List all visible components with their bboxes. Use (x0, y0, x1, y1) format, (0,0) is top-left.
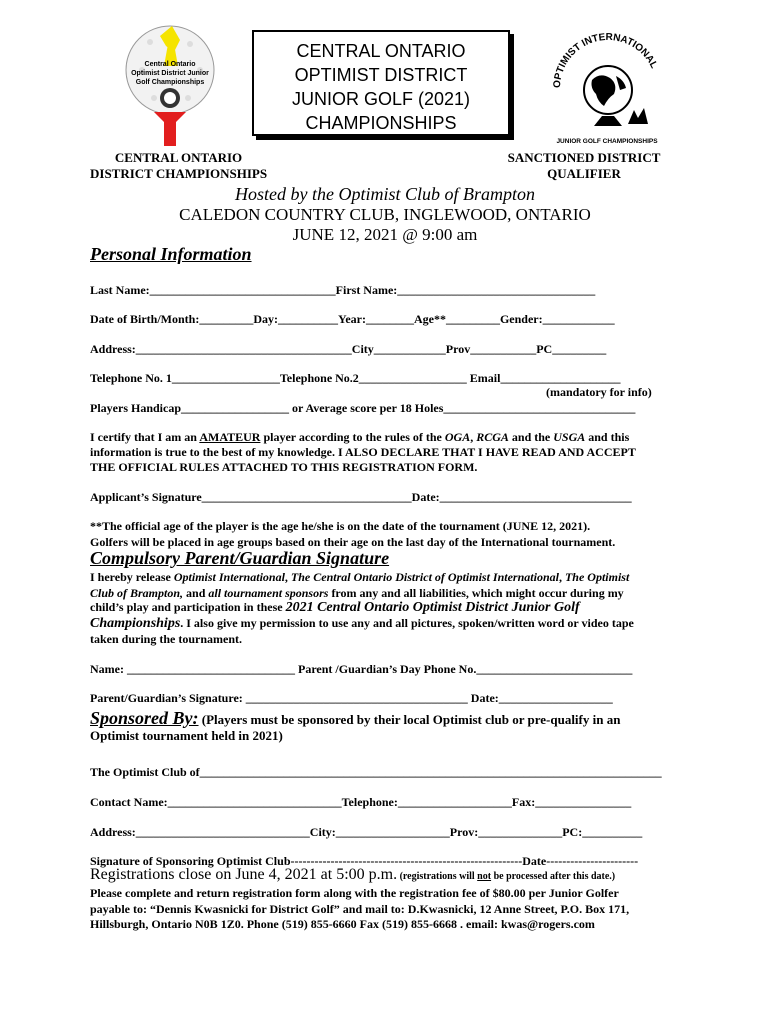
release-a: I hereby release (90, 570, 174, 584)
closing-line-1 (90, 866, 615, 884)
closing-paren-b: be processed after this date.) (491, 871, 616, 882)
release-e: , (558, 570, 565, 584)
release-d: The Central Ontario District of Optimist International (290, 570, 559, 584)
email-note: (mandatory for info) (546, 385, 652, 399)
handicap-row[interactable]: Players Handicap__________________ or Average score per 18 Holes________________________________ (90, 401, 636, 415)
sponsored-line-1 (90, 708, 620, 729)
certify-line-1 (90, 430, 629, 445)
release-f: The Optimist (564, 570, 630, 584)
rcga-text: RCGA (476, 430, 509, 444)
certify-text-b: player according to the rules of the (260, 430, 445, 444)
age-note-line-2: Golfers will be placed in age groups based on their age on the last day of the International tournament. (90, 535, 616, 549)
registrations-close: Registrations close on June 4, 2021 at 5:00 p.m. (90, 866, 398, 883)
age-note-line-1: **The official age of the player is the age he/she is on the date of the tournament (JUNE 12, 2021). (90, 519, 591, 533)
date-time: JUNE 12, 2021 @ 9:00 am (292, 225, 478, 244)
right-caption-line-1: SANCTIONED DISTRICT (507, 150, 661, 165)
release-line-2 (90, 586, 624, 601)
release-k: child’s play and participation in these (90, 600, 286, 614)
hosted-by: Hosted by the Optimist Club of Brampton (235, 184, 535, 204)
release-b: Optimist International (173, 570, 285, 584)
title-line-4: CHAMPIONSHIPS (305, 113, 457, 133)
birth-row[interactable]: Date of Birth/Month:_________Day:__________Year:________Age**_________Gender:____________ (90, 312, 615, 326)
sponsored-line-2: Optimist tournament held in 2021) (90, 728, 283, 743)
personal-info-heading: Personal Information (90, 244, 252, 264)
sponsored-heading: Sponsored By: (90, 708, 199, 728)
parent-heading: Compulsory Parent/Guardian Signature (90, 548, 390, 568)
release-j: from any and all liabilities, which might occur during my (328, 586, 624, 600)
release-i: all tournament sponsors (208, 586, 329, 600)
release-l: 2021 Central Ontario Optimist District Junior Golf (285, 600, 580, 615)
right-caption (500, 150, 668, 182)
closing-paren-a: (registrations will (397, 871, 478, 882)
release-n: . I also give my permission to use any and all pictures, spoken/written word or video tape (180, 616, 634, 630)
parent-name-row[interactable]: Name: ____________________________ Parent /Guardian’s Day Phone No.__________________________ (90, 662, 633, 676)
optimist-international-logo (548, 28, 666, 152)
release-c: , (284, 570, 291, 584)
sponsor-contact-row[interactable]: Contact Name:_____________________________Telephone:___________________Fax:________________ (90, 795, 632, 809)
title-line-3: JUNIOR GOLF (2021) (291, 89, 471, 109)
logo-line-3: Golf Championships (135, 79, 205, 86)
closing-not: not (477, 871, 492, 882)
certify-line-2: information is true to the best of my knowledge. I ALSO DECLARE THAT I HAVE READ AND ACCEPT (90, 445, 636, 459)
sponsor-club-row[interactable]: The Optimist Club of_____________________________________________________________________________ (90, 765, 662, 779)
release-line-1 (90, 570, 629, 585)
title-line-1: CENTRAL ONTARIO (296, 41, 466, 61)
certify-text-c: and this (585, 430, 630, 444)
logo-line-2: Optimist District Junior (131, 70, 209, 77)
applicant-signature-row[interactable]: Applicant’s Signature___________________________________Date:________________________________ (90, 490, 632, 504)
title-line-2: OPTIMIST DISTRICT (294, 65, 468, 85)
closing-line-2: Please complete and return registration form along with the registration fee of $80.00 per Junior Golfer (90, 886, 619, 900)
certify-text-a: I certify that I am an (90, 430, 200, 444)
right-caption-line-2: QUALIFIER (547, 166, 621, 181)
telephone-row[interactable]: Telephone No. 1__________________Telephone No.2__________________ Email____________________ (90, 371, 621, 385)
closing-line-4: Hillsburgh, Ontario N0B 1Z0. Phone (519) 855-6660 Fax (519) 855-6668 . email: kwas@rogers.com (90, 917, 595, 931)
certify-comma: , (470, 430, 477, 444)
left-caption-line-1: CENTRAL ONTARIO (114, 150, 243, 165)
certify-and: and the (508, 430, 554, 444)
name-row[interactable]: Last Name:_______________________________First Name:_________________________________ (90, 283, 596, 297)
left-caption (90, 150, 267, 182)
oga-text: OGA (444, 430, 471, 444)
title-box (252, 30, 510, 136)
release-line-5: taken during the tournament. (90, 632, 243, 646)
release-h: and (183, 586, 209, 600)
usga-text: USGA (553, 430, 586, 444)
sponsor-address-row[interactable]: Address:_____________________________City:___________________Prov:______________PC:__________ (90, 825, 643, 839)
certify-line-3: THE OFFICIAL RULES ATTACHED TO THIS REGISTRATION FORM. (90, 460, 478, 474)
logo-ring-text: OPTIMIST INTERNATIONAL (551, 31, 660, 89)
release-g: Club of Brampton, (90, 586, 184, 600)
address-row[interactable]: Address:____________________________________City____________Prov___________PC_________ (90, 342, 607, 356)
sponsor-signature-row[interactable]: Signature of Sponsoring Optimist Club----------------------------------------------------------Date----------------------- (90, 854, 639, 868)
closing-line-3: payable to: “Dennis Kwasnicki for District Golf” and mail to: D.Kwasnicki, 12 Anne Street, P.O. Box 171, (90, 902, 630, 916)
district-golf-logo (120, 22, 220, 150)
release-m: Championships (90, 616, 181, 631)
release-line-4 (90, 616, 634, 632)
parent-signature-row[interactable]: Parent/Guardian’s Signature: _____________________________________ Date:___________________ (90, 691, 613, 705)
sponsored-text-1: (Players must be sponsored by their local Optimist club or pre-qualify in an (198, 712, 621, 727)
left-caption-line-2: DISTRICT CHAMPIONSHIPS (90, 166, 268, 181)
logo-caption: JUNIOR GOLF CHAMPIONSHIPS (556, 138, 658, 145)
venue: CALEDON COUNTRY CLUB, INGLEWOOD, ONTARIO (179, 205, 591, 224)
amateur-text: AMATEUR (199, 430, 261, 444)
release-line-3 (90, 600, 580, 616)
logo-line-1: Central Ontario (144, 61, 196, 68)
